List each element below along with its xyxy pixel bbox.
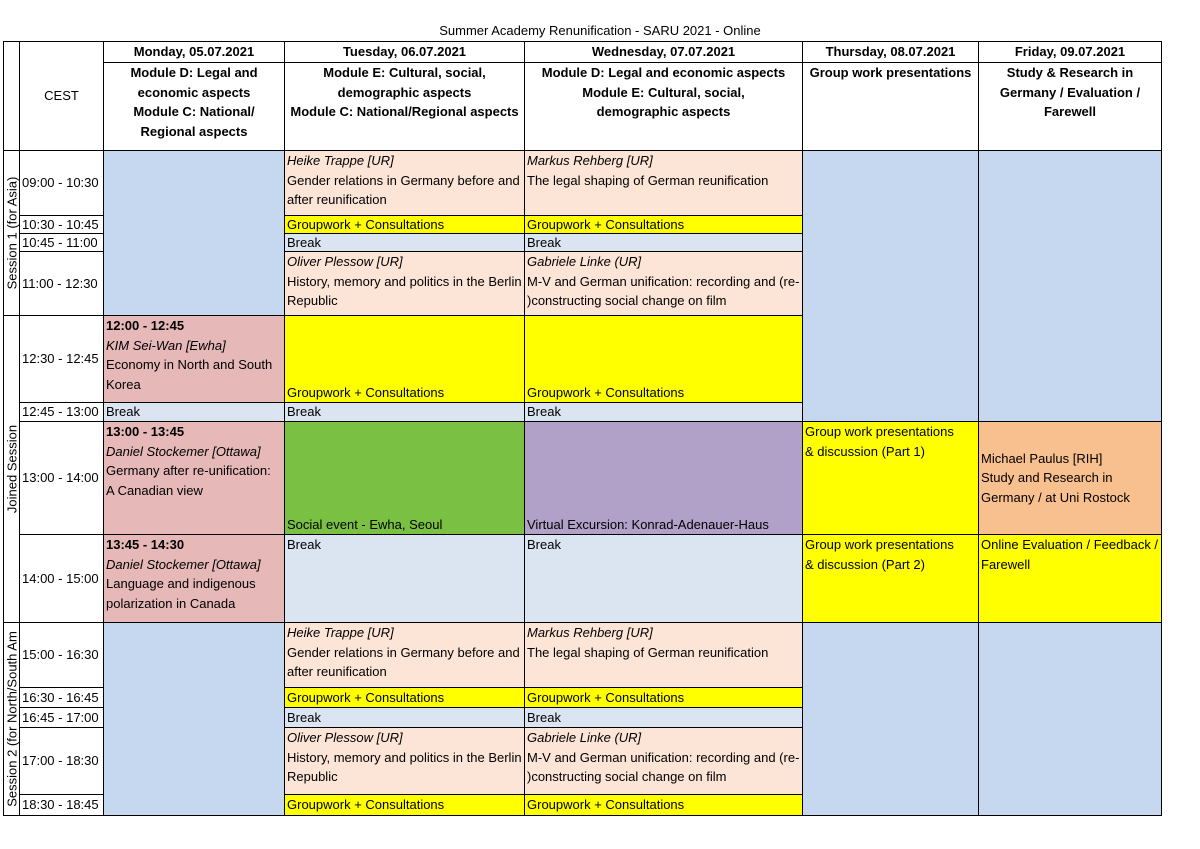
event-title: Gender relations in Germany before and: [287, 644, 520, 660]
time-label: 09:00 - 10:30: [22, 175, 99, 191]
session-1-text: Session 1 (for Asia): [4, 176, 19, 290]
event-title: Gender relations in Germany before and: [287, 172, 520, 188]
event-title: History, memory and politics in the Berlin: [287, 273, 522, 289]
module-line: demographic aspects: [596, 104, 731, 119]
event-title: polarization in Canada: [106, 595, 236, 611]
event-wednesday-rehberg-s2: [524, 622, 803, 688]
event-title: Online Evaluation / Feedback /: [981, 537, 1159, 552]
header-corner: [3, 41, 20, 151]
break-slot: Break: [524, 233, 803, 252]
event-presentations-part2: [802, 534, 979, 623]
break-slot: Break: [524, 534, 803, 623]
event-presentations-part1: [802, 421, 979, 535]
event-tuesday-plessow-s2: [284, 727, 525, 795]
groupwork-label: Groupwork + Consultations: [287, 384, 445, 400]
time-slot: [19, 727, 104, 795]
break-slot: Break: [284, 402, 525, 422]
event-speaker: Heike Trappe [UR]: [287, 625, 394, 640]
day-header-thursday: Thursday, 08.07.2021: [802, 41, 979, 63]
event-tuesday-trappe-s1: [284, 150, 525, 216]
time-label: 17:00 - 18:30: [22, 753, 99, 769]
time-slot: [19, 687, 104, 708]
time-label: 10:45 - 11:00: [22, 234, 98, 250]
event-title: Germany / at Uni Rostock: [981, 489, 1130, 505]
time-label: 18:30 - 18:45: [22, 797, 99, 813]
time-label: 10:30 - 10:45: [22, 216, 99, 232]
groupwork-slot: Groupwork + Consultations: [524, 215, 803, 234]
joined-session-label: [3, 315, 20, 623]
module-line: economic aspects: [137, 84, 251, 100]
time-label: 15:00 - 16:30: [22, 647, 99, 663]
groupwork-slot: Groupwork + Consultations: [284, 687, 525, 708]
module-line: Module C: National/Regional aspects: [290, 104, 519, 119]
groupwork-slot: Groupwork + Consultations: [284, 215, 525, 234]
break-slot: Break: [284, 707, 525, 728]
event-tuesday-trappe-s2: [284, 622, 525, 688]
event-title: )constructing social change on film: [527, 769, 727, 784]
day-header-wednesday: Wednesday, 07.07.2021: [524, 41, 803, 63]
empty-slot: [103, 622, 285, 816]
event-title: & discussion (Part 1): [805, 443, 925, 459]
module-line: Module E: Cultural, social,: [323, 65, 486, 80]
event-title: History, memory and politics in the Berlin: [287, 749, 522, 765]
modules-wednesday: [524, 62, 803, 151]
day-header-monday: Monday, 05.07.2021: [103, 41, 285, 63]
time-label: 14:00 - 15:00: [22, 570, 99, 586]
session-2-label: [3, 622, 20, 816]
empty-slot: [978, 150, 1162, 422]
event-wednesday-linke-s1: [524, 251, 803, 316]
event-time: 13:45 - 14:30: [106, 537, 185, 552]
event-title: Language and indigenous: [106, 576, 256, 591]
event-speaker: Markus Rehberg [UR]: [527, 625, 653, 640]
empty-slot: [978, 622, 1162, 816]
time-slot: [19, 251, 104, 316]
module-line: Module E: Cultural, social,: [582, 84, 745, 100]
module-line: Module D: Legal and economic aspects: [541, 65, 786, 80]
event-title: M-V and German unification: recording and (re-: [527, 273, 800, 289]
event-title: Republic: [287, 293, 338, 308]
module-line: Module D: Legal and: [130, 65, 258, 80]
time-slot: [19, 622, 104, 688]
day-header-tuesday: Tuesday, 06.07.2021: [284, 41, 525, 63]
event-tuesday-plessow-s1: [284, 251, 525, 316]
session-2-text: Session 2 (for North/South Am: [4, 631, 19, 807]
time-label: 16:45 - 17:00: [22, 709, 99, 725]
event-speaker: Daniel Stockemer [Ottawa]: [106, 443, 261, 459]
event-monday-stockemer-1: [103, 421, 285, 535]
event-social: [284, 421, 525, 535]
time-slot: [19, 215, 104, 234]
header-cest: [19, 41, 104, 151]
event-monday-kim: [103, 315, 285, 403]
event-title: The legal shaping of German reunification: [527, 644, 769, 660]
groupwork-slot: Groupwork + Consultations: [524, 794, 803, 816]
module-line: Farewell: [1043, 104, 1097, 119]
event-title: after reunification: [287, 192, 387, 207]
event-speaker: KIM Sei-Wan [Ewha]: [106, 337, 226, 353]
session-1-label: [3, 150, 20, 316]
event-monday-stockemer-2: [103, 534, 285, 623]
event-title: Group work presentations: [805, 424, 954, 439]
event-speaker: Michael Paulus [RIH]: [981, 450, 1103, 466]
event-title: & discussion (Part 2): [805, 556, 925, 572]
event-evaluation: [978, 534, 1162, 623]
event-excursion: [524, 421, 803, 535]
event-paulus: [978, 421, 1162, 535]
modules-tuesday: [284, 62, 525, 151]
empty-slot: [802, 622, 979, 816]
day-header-friday: Friday, 09.07.2021: [978, 41, 1162, 63]
event-title: A Canadian view: [106, 482, 203, 498]
modules-friday: [978, 62, 1162, 151]
time-slot: [19, 233, 104, 252]
event-time: 12:00 - 12:45: [106, 318, 185, 333]
event-time: 13:00 - 13:45: [106, 424, 185, 439]
groupwork-slot: Groupwork + Consultations: [284, 794, 525, 816]
event-speaker: Oliver Plessow [UR]: [287, 730, 403, 745]
event-speaker: Gabriele Linke (UR]: [527, 254, 642, 269]
event-title: Group work presentations: [805, 537, 954, 552]
time-slot: [19, 150, 104, 216]
break-slot: Break: [284, 534, 525, 623]
event-speaker: Gabriele Linke (UR]: [527, 730, 642, 745]
module-line: Germany / Evaluation /: [999, 84, 1141, 100]
event-title: Republic: [287, 769, 338, 784]
event-title: Korea: [106, 376, 141, 392]
time-label: 11:00 - 12:30: [22, 275, 98, 291]
event-speaker: Oliver Plessow [UR]: [287, 254, 403, 269]
time-slot: [19, 421, 104, 535]
page-title: Summer Academy Renunification - SARU 2021 - Online: [439, 23, 761, 38]
cest-label: CEST: [44, 88, 79, 104]
time-label: 13:00 - 14:00: [22, 470, 99, 486]
time-label: 12:45 - 13:00: [22, 404, 99, 420]
time-slot: [19, 794, 104, 816]
event-title: The legal shaping of German reunification: [527, 172, 769, 188]
time-slot: [19, 707, 104, 728]
module-line: Study & Research in: [1006, 65, 1134, 80]
modules-thursday: [802, 62, 979, 151]
event-wednesday-rehberg-s1: [524, 150, 803, 216]
break-slot: Break: [524, 707, 803, 728]
event-title: Farewell: [981, 556, 1031, 572]
event-title: Germany after re-unification:: [106, 463, 271, 478]
time-label: 16:30 - 16:45: [22, 689, 99, 705]
module-line: Regional aspects: [140, 123, 248, 139]
event-speaker: Markus Rehberg [UR]: [527, 153, 653, 168]
time-slot: [19, 534, 104, 623]
groupwork-slot: [284, 315, 525, 403]
time-slot: [19, 402, 104, 422]
empty-slot: [802, 150, 979, 422]
event-title: Study and Research in: [981, 470, 1113, 486]
event-title: Virtual Excursion: Konrad-Adenauer-Haus: [527, 516, 769, 532]
empty-slot: [103, 150, 285, 316]
groupwork-slot: Groupwork + Consultations: [524, 687, 803, 708]
module-line: Module C: National/: [133, 104, 255, 119]
break-slot: Break: [103, 402, 285, 422]
event-title: M-V and German unification: recording and (re-: [527, 749, 800, 765]
event-paulus-text: [981, 449, 1130, 508]
event-wednesday-linke-s2: [524, 727, 803, 795]
module-line: Group work presentations: [809, 65, 972, 80]
event-speaker: Daniel Stockemer [Ottawa]: [106, 556, 261, 572]
groupwork-label: Groupwork + Consultations: [527, 384, 685, 400]
break-slot: Break: [284, 233, 525, 252]
time-slot: [19, 315, 104, 403]
event-title: after reunification: [287, 664, 387, 679]
groupwork-slot: [524, 315, 803, 403]
break-slot: Break: [524, 402, 803, 422]
modules-monday: [103, 62, 285, 151]
event-title: Social event - Ewha, Seoul: [287, 516, 443, 532]
event-title: )constructing social change on film: [527, 293, 727, 308]
joined-session-text: Joined Session: [4, 424, 19, 514]
event-speaker: Heike Trappe [UR]: [287, 153, 394, 168]
event-title: Economy in North and South: [106, 357, 273, 372]
time-label: 12:30 - 12:45: [22, 351, 99, 367]
module-line: demographic aspects: [337, 84, 472, 100]
